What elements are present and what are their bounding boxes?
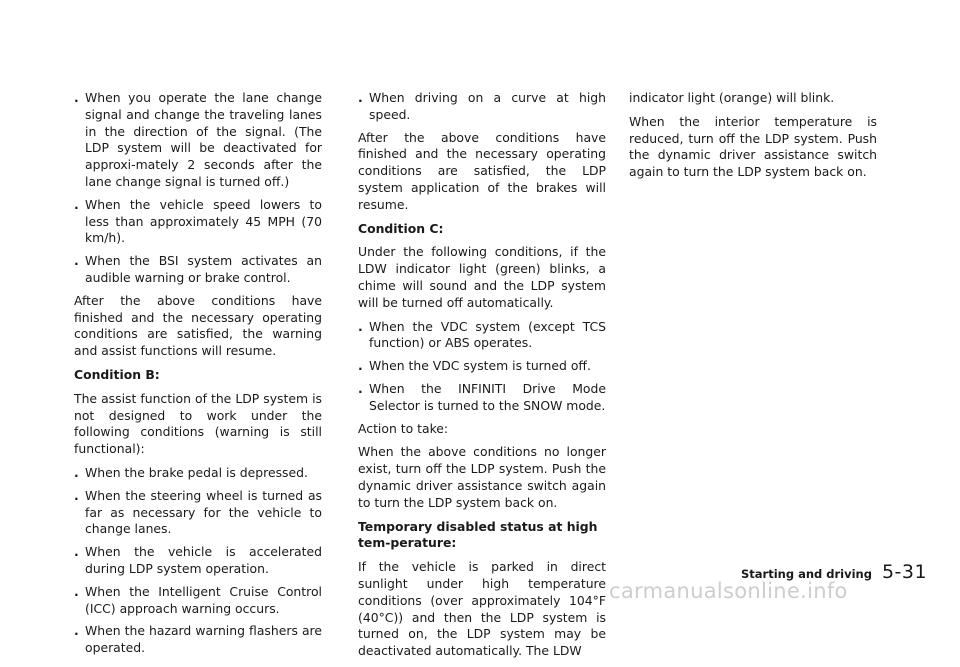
section-heading: Condition C: (358, 220, 444, 236)
bullet-text: When the VDC system is turned off. (369, 358, 591, 374)
bullet-marker: . (74, 544, 79, 560)
bullet-item (74, 623, 322, 657)
bullet-item (358, 319, 606, 353)
paragraph: After the above conditions have finished and the necessary operating conditions are satisfied, the LDP system application of the brakes will resume. (358, 129, 606, 212)
bullet-marker: . (358, 90, 363, 105)
bullet-item (74, 544, 322, 578)
bullet-item (74, 584, 322, 618)
bullet-marker: . (358, 358, 363, 374)
bullet-text: When the INFINITI Drive Mode Selector is turned to the SNOW mode. (369, 380, 606, 413)
bullet-text: When the Intelligent Cruise Control (ICC) approach warning occurs. (85, 583, 322, 616)
bullet-item (74, 90, 322, 191)
bullet-text: When the vehicle is accelerated during LDP system operation. (85, 544, 322, 576)
bullet-marker: . (74, 583, 79, 599)
watermark: carmanualsonline.info (609, 579, 848, 603)
paragraph: The assist function of the LDP system is not designed to work under the following conditions (warning is still functional): (74, 390, 322, 457)
bullet-item (358, 358, 606, 375)
bullet-text: When the VDC system (except TCS function) or ABS operates. (369, 318, 606, 351)
bullet-item (358, 90, 606, 124)
paragraph: When the above conditions no longer exist, turn off the LDP system. Push the dynamic driver assistance switch again to turn the LDP system back on. (358, 444, 606, 510)
bullet-marker: . (74, 487, 79, 503)
section-heading: Condition B: (74, 366, 160, 382)
column-left (74, 90, 322, 663)
bullet-item (74, 465, 322, 482)
paragraph: Under the following conditions, if the LDW indicator light (green) blinks, a chime will sound and the LDP system will be turned off automatically. (358, 244, 606, 310)
bullet-marker: . (74, 253, 79, 269)
bullet-item (74, 488, 322, 538)
column-right (629, 90, 877, 188)
paragraph: After the above conditions have finished and the necessary operating conditions are satisfied, the warning and assist functions will resume. (74, 292, 322, 359)
paragraph: indicator light (orange) will blink. (629, 90, 835, 105)
section-heading: Temporary disabled status at high tem-perature: (358, 518, 598, 551)
page-number: 5-31 (881, 561, 928, 583)
footer-section-title: Starting and driving (741, 567, 872, 581)
bullet-text: When the hazard warning flashers are operated. (85, 623, 322, 656)
bullet-text: When the BSI system activates an audible warning or brake control. (85, 253, 322, 285)
bullet-text: When the steering wheel is turned as far as necessary for the vehicle to change lanes. (85, 487, 322, 537)
bullet-marker: . (74, 196, 79, 212)
bullet-item (358, 381, 606, 415)
bullet-marker: . (74, 623, 79, 639)
bullet-item (74, 253, 322, 287)
bullet-marker: . (74, 90, 79, 105)
bullet-item (74, 197, 322, 247)
bullet-text: When the vehicle speed lowers to less than approximately 45 MPH (70 km/h). (85, 196, 322, 246)
bullet-text: When the brake pedal is depressed. (85, 464, 308, 480)
bullet-text: When driving on a curve at high speed. (369, 90, 606, 122)
paragraph: Action to take: (358, 420, 449, 436)
bullet-marker: . (74, 464, 79, 480)
bullet-text: When you operate the lane change signal and change the traveling lanes in the direction of the signal. (The LDP system will be deactivated for approxi-mately 2 seconds after the lane change signal is turned off.) (85, 90, 322, 189)
bullet-marker: . (358, 318, 363, 334)
bullet-marker: . (358, 380, 363, 396)
paragraph: When the interior temperature is reduced, turn off the LDP system. Push the dynamic driver assistance switch again to turn the LDP system back on. (629, 113, 877, 180)
paragraph: If the vehicle is parked in direct sunlight under high temperature conditions (over approximately 104°F (40°C)) and then the LDP system is turned on, the LDP system may be deactivated automatically. The LDW (358, 559, 606, 659)
column-middle (358, 90, 606, 667)
